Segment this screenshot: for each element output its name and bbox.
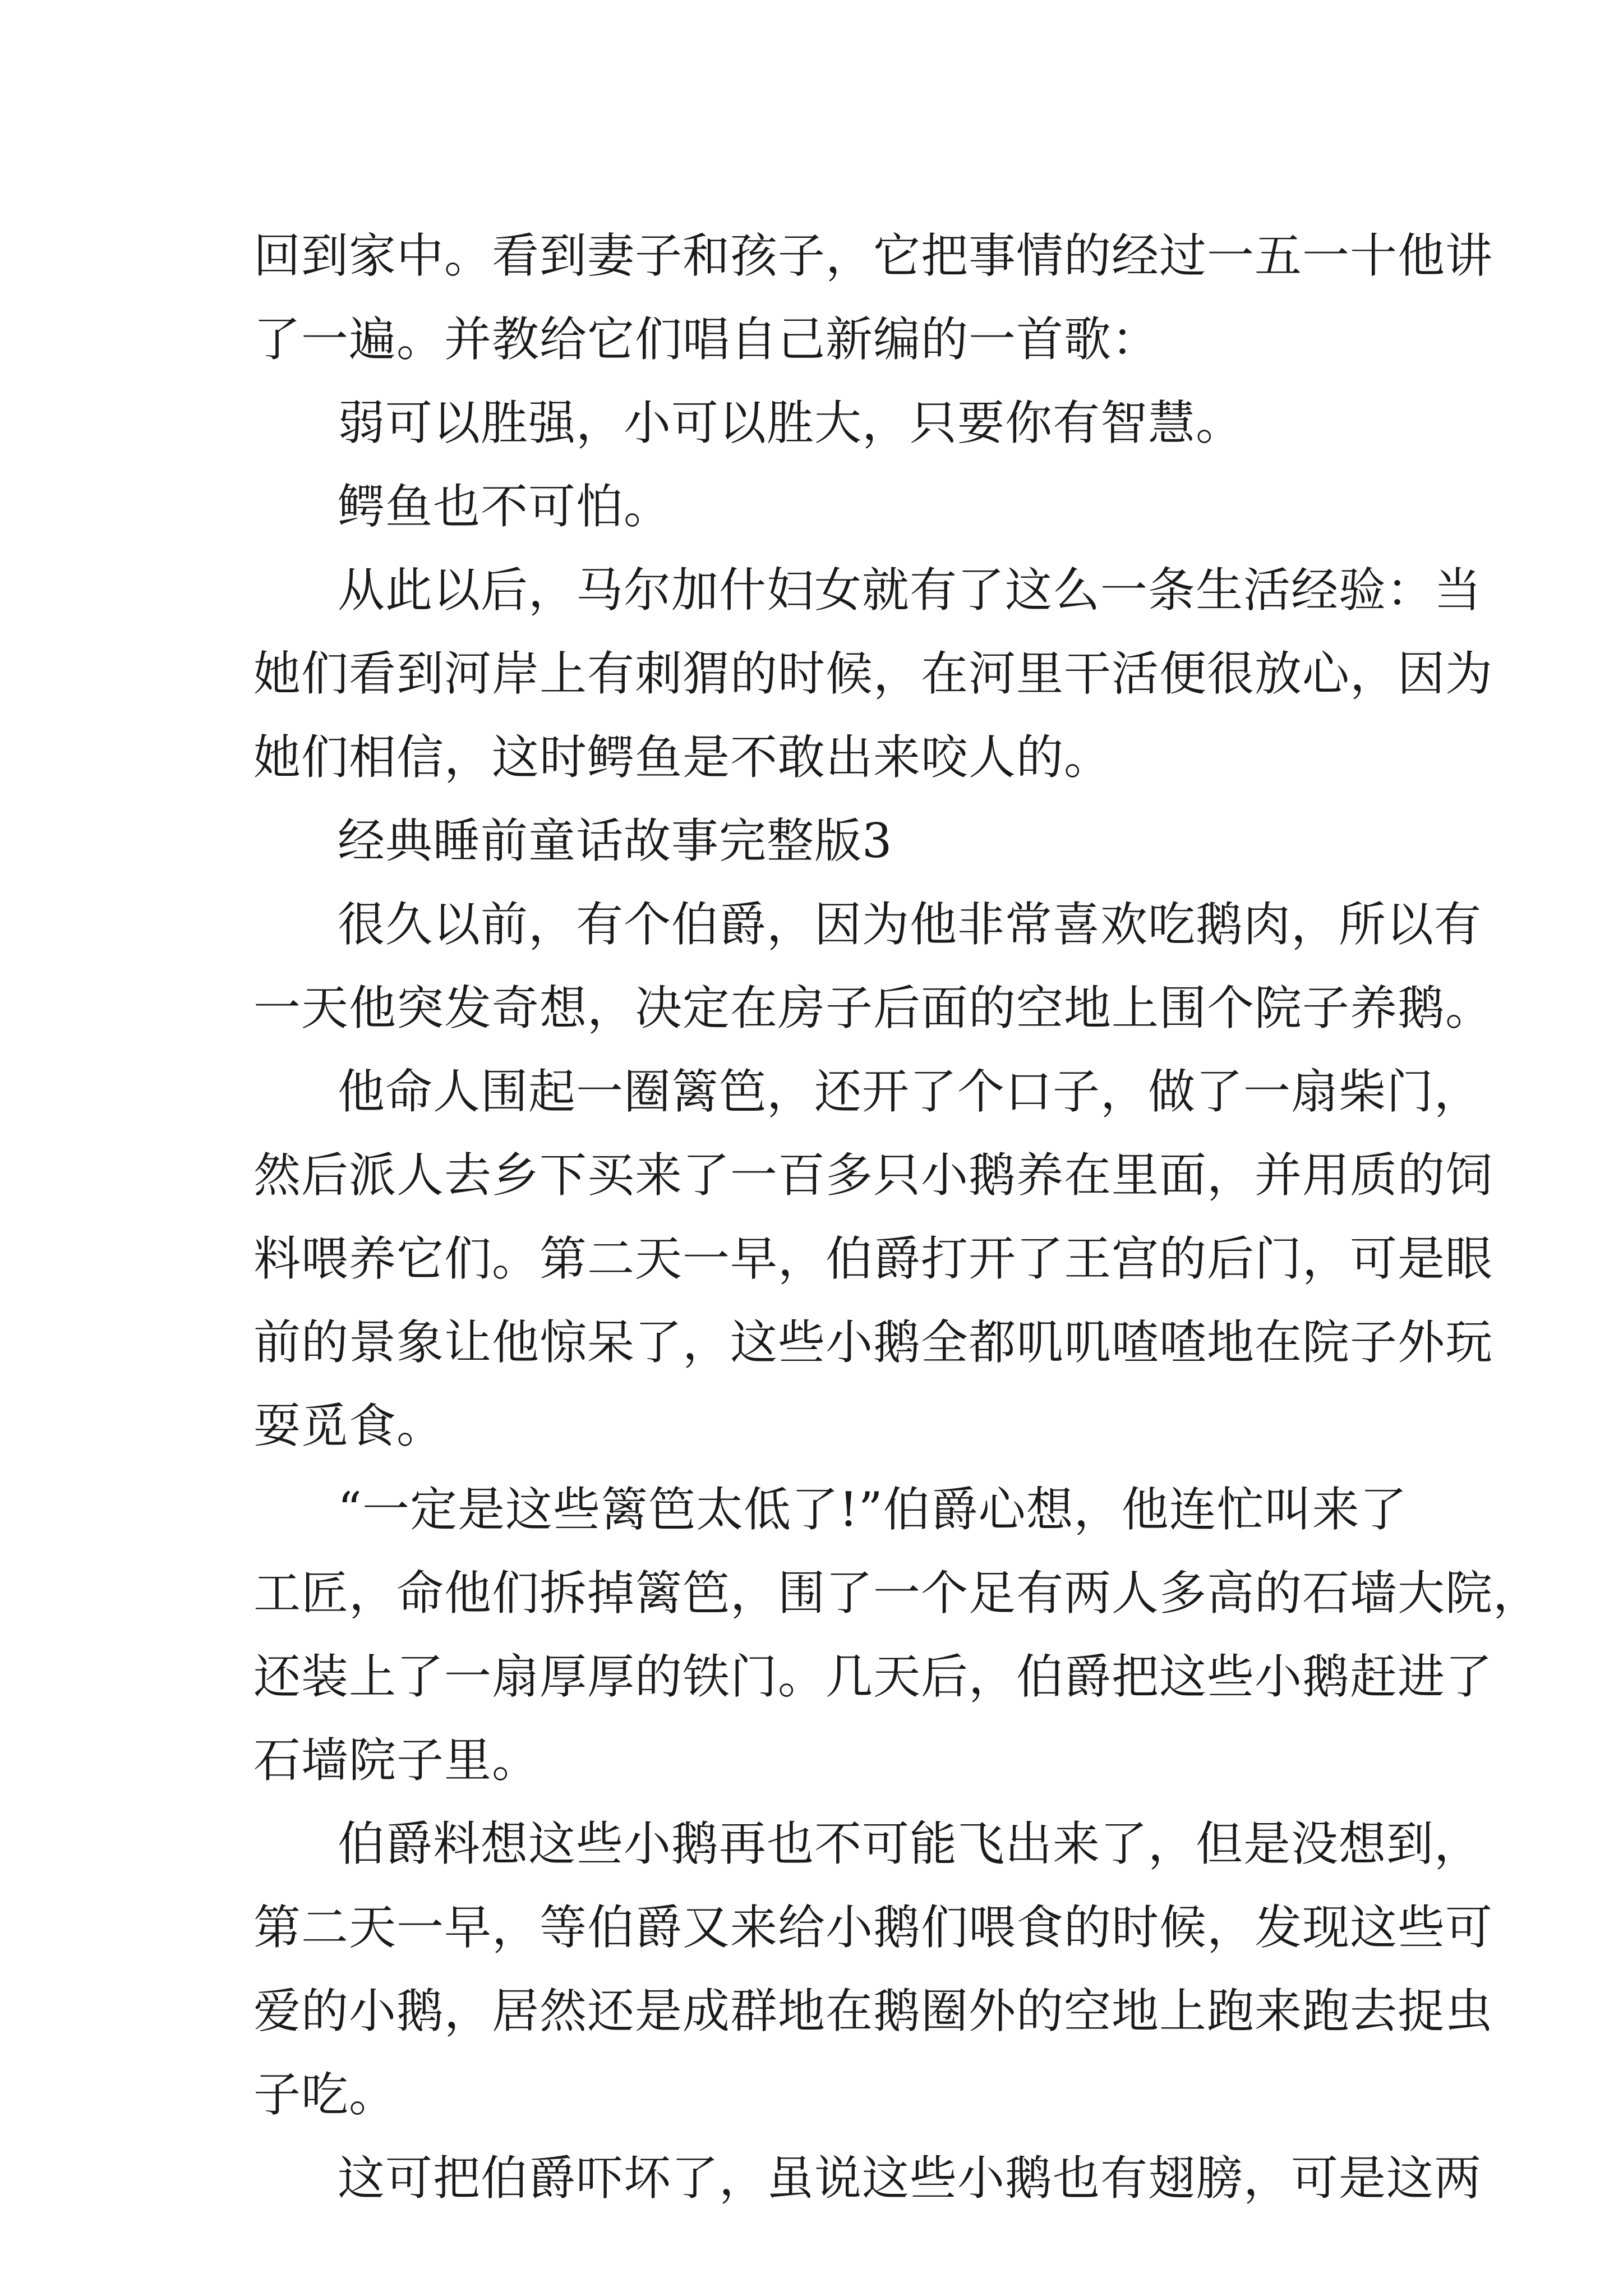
- text-line: 爱的小鹅，居然还是成群地在鹅圈外的空地上跑来跑去捉虫: [253, 1984, 1493, 2039]
- text-line: 耍觅食。: [253, 1398, 445, 1453]
- text-line: 第二天一早，等伯爵又来给小鹅们喂食的时候，发现这些可: [253, 1900, 1493, 1955]
- text-line: 工匠，命他们拆掉篱笆，围了一个足有两人多高的石墙大院，: [253, 1566, 1541, 1621]
- text-line: 很久以前，有个伯爵，因为他非常喜欢吃鹅肉，所以有: [338, 897, 1482, 952]
- text-line: “一定是这些篱笆太低了!”伯爵心想，他连忙叫来了: [338, 1482, 1408, 1537]
- text-line: 从此以后，马尔加什妇女就有了这么一条生活经验：当: [338, 563, 1482, 618]
- text-line: 料喂养它们。第二天一早，伯爵打开了王宫的后门，可是眼: [253, 1231, 1493, 1286]
- text-line: 伯爵料想这些小鹅再也不可能飞出来了，但是没想到，: [338, 1816, 1482, 1871]
- text-line: 他命人围起一圈篱笆，还开了个口子，做了一扇柴门，: [338, 1064, 1482, 1119]
- section-heading: 经典睡前童话故事完整版3: [338, 813, 893, 868]
- text-line: 这可把伯爵吓坏了，虽说这些小鹅也有翅膀，可是这两: [338, 2151, 1482, 2206]
- text-line: 然后派人去乡下买来了一百多只小鹅养在里面，并用质的饲: [253, 1148, 1493, 1203]
- text-line: 弱可以胜强，小可以胜大，只要你有智慧。: [338, 395, 1244, 450]
- text-line: 石墙院子里。: [253, 1733, 540, 1788]
- text-line: 还装上了一扇厚厚的铁门。几天后，伯爵把这些小鹅赶进了: [253, 1649, 1493, 1704]
- text-line: 前的景象让他惊呆了，这些小鹅全都叽叽喳喳地在院子外玩: [253, 1315, 1493, 1370]
- text-line: 了一遍。并教给它们唱自己新编的一首歌：: [253, 312, 1160, 367]
- text-line: 她们相信，这时鳄鱼是不敢出来咬人的。: [253, 730, 1112, 785]
- text-line: 一天他突发奇想，决定在房子后面的空地上围个院子养鹅。: [253, 981, 1493, 1036]
- text-line: 她们看到河岸上有刺猬的时候，在河里干活便很放心，因为: [253, 646, 1493, 701]
- document-body: [253, 214, 1541, 2220]
- text-line: 鳄鱼也不可怕。: [338, 479, 672, 534]
- text-line: 子吃。: [253, 2067, 397, 2122]
- text-line: 回到家中。看到妻子和孩子，它把事情的经过一五一十他讲: [253, 228, 1493, 283]
